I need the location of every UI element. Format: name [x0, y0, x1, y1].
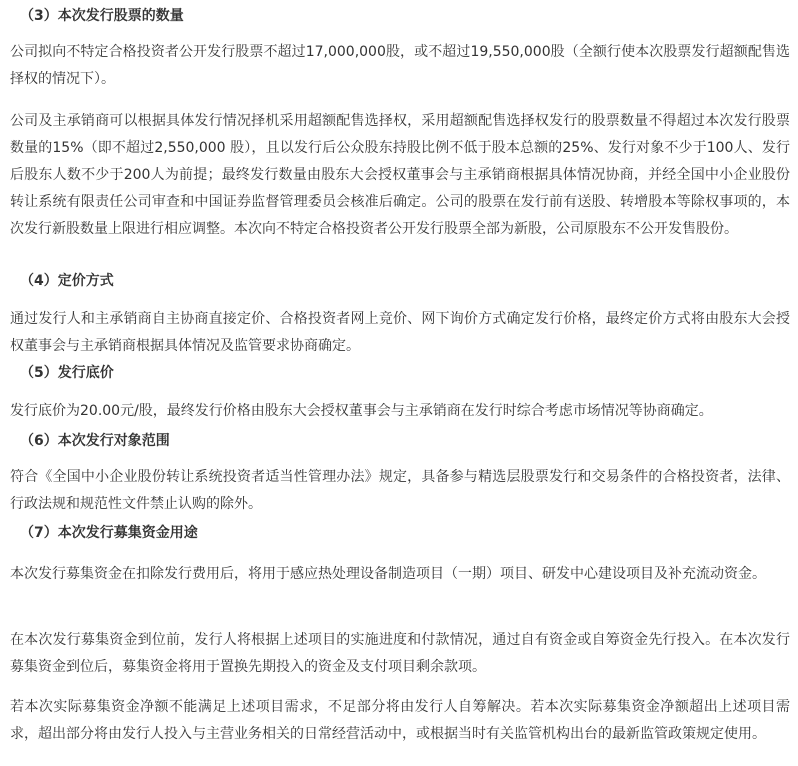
- paragraph-target-investors: 符合《全国中小企业股份转让系统投资者适当性管理办法》规定，具备参与精选层股票发行和交易条件的合格投资者，法律、行政法规和规范性文件禁止认购的除外。: [10, 469, 790, 512]
- paragraph-issuance-quantity: 公司拟向不特定合格投资者公开发行股票不超过17,000,000股，或不超过19,550,000股（全额行使本次股票发行超额配售选择权的情况下）。: [10, 44, 790, 87]
- paragraph-advance-funding: 在本次发行募集资金到位前，发行人将根据上述项目的实施进度和付款情况，通过自有资金或自筹资金先行投入。在本次发行募集资金到位后，募集资金将用于置换先期投入的资金及支付项目剩余款项。: [10, 632, 790, 675]
- section-heading-use-of-proceeds: （7）本次发行募集资金用途: [20, 525, 198, 541]
- section-heading-issuance-quantity: （3）本次发行股票的数量: [20, 8, 184, 24]
- section-heading-floor-price: （5）发行底价: [20, 365, 114, 381]
- paragraph-pricing-method: 通过发行人和主承销商自主协商直接定价、合格投资者网上竞价、网下询价方式确定发行价格，最终定价方式将由股东大会授权董事会与主承销商根据具体情况及监管要求协商确定。: [10, 311, 790, 354]
- paragraph-surplus-shortfall: 若本次实际募集资金净额不能满足上述项目需求，不足部分将由发行人自筹解决。若本次实际募集资金净额超出上述项目需求，超出部分将由发行人投入与主营业务相关的日常经营活动中，或根据当时有关监管机构出台的最新监管政策规定使用。: [10, 699, 790, 742]
- paragraph-floor-price: 发行底价为20.00元/股，最终发行价格由股东大会授权董事会与主承销商在发行时综合考虑市场情况等协商确定。: [10, 403, 713, 419]
- paragraph-overallotment: 公司及主承销商可以根据具体发行情况择机采用超额配售选择权，采用超额配售选择权发行的股票数量不得超过本次发行股票数量的15%（即不超过2,550,000 股），且以发行后公众股东持股比例不低于股本总额的25%、发行对象不少于100人、发行后股东人数不少于200人为前提；最终发行数量由股东大会授权董事会与主承销商根据具体情况协商，并经全国中小企业股份转让系统有限责任公司审查和中国证券监督管理委员会核准后确定。公司的股票在发行前有送股、转增股本等除权事项的，本次发行新股数量上限进行相应调整。本次向不特定合格投资者公开发行股票全部为新股，公司原股东不公开发售股份。: [10, 113, 790, 237]
- section-heading-pricing-method: （4）定价方式: [20, 273, 114, 289]
- section-heading-target-investors: （6）本次发行对象范围: [20, 433, 170, 449]
- paragraph-use-of-proceeds: 本次发行募集资金在扣除发行费用后，将用于感应热处理设备制造项目（一期）项目、研发中心建设项目及补充流动资金。: [10, 566, 766, 582]
